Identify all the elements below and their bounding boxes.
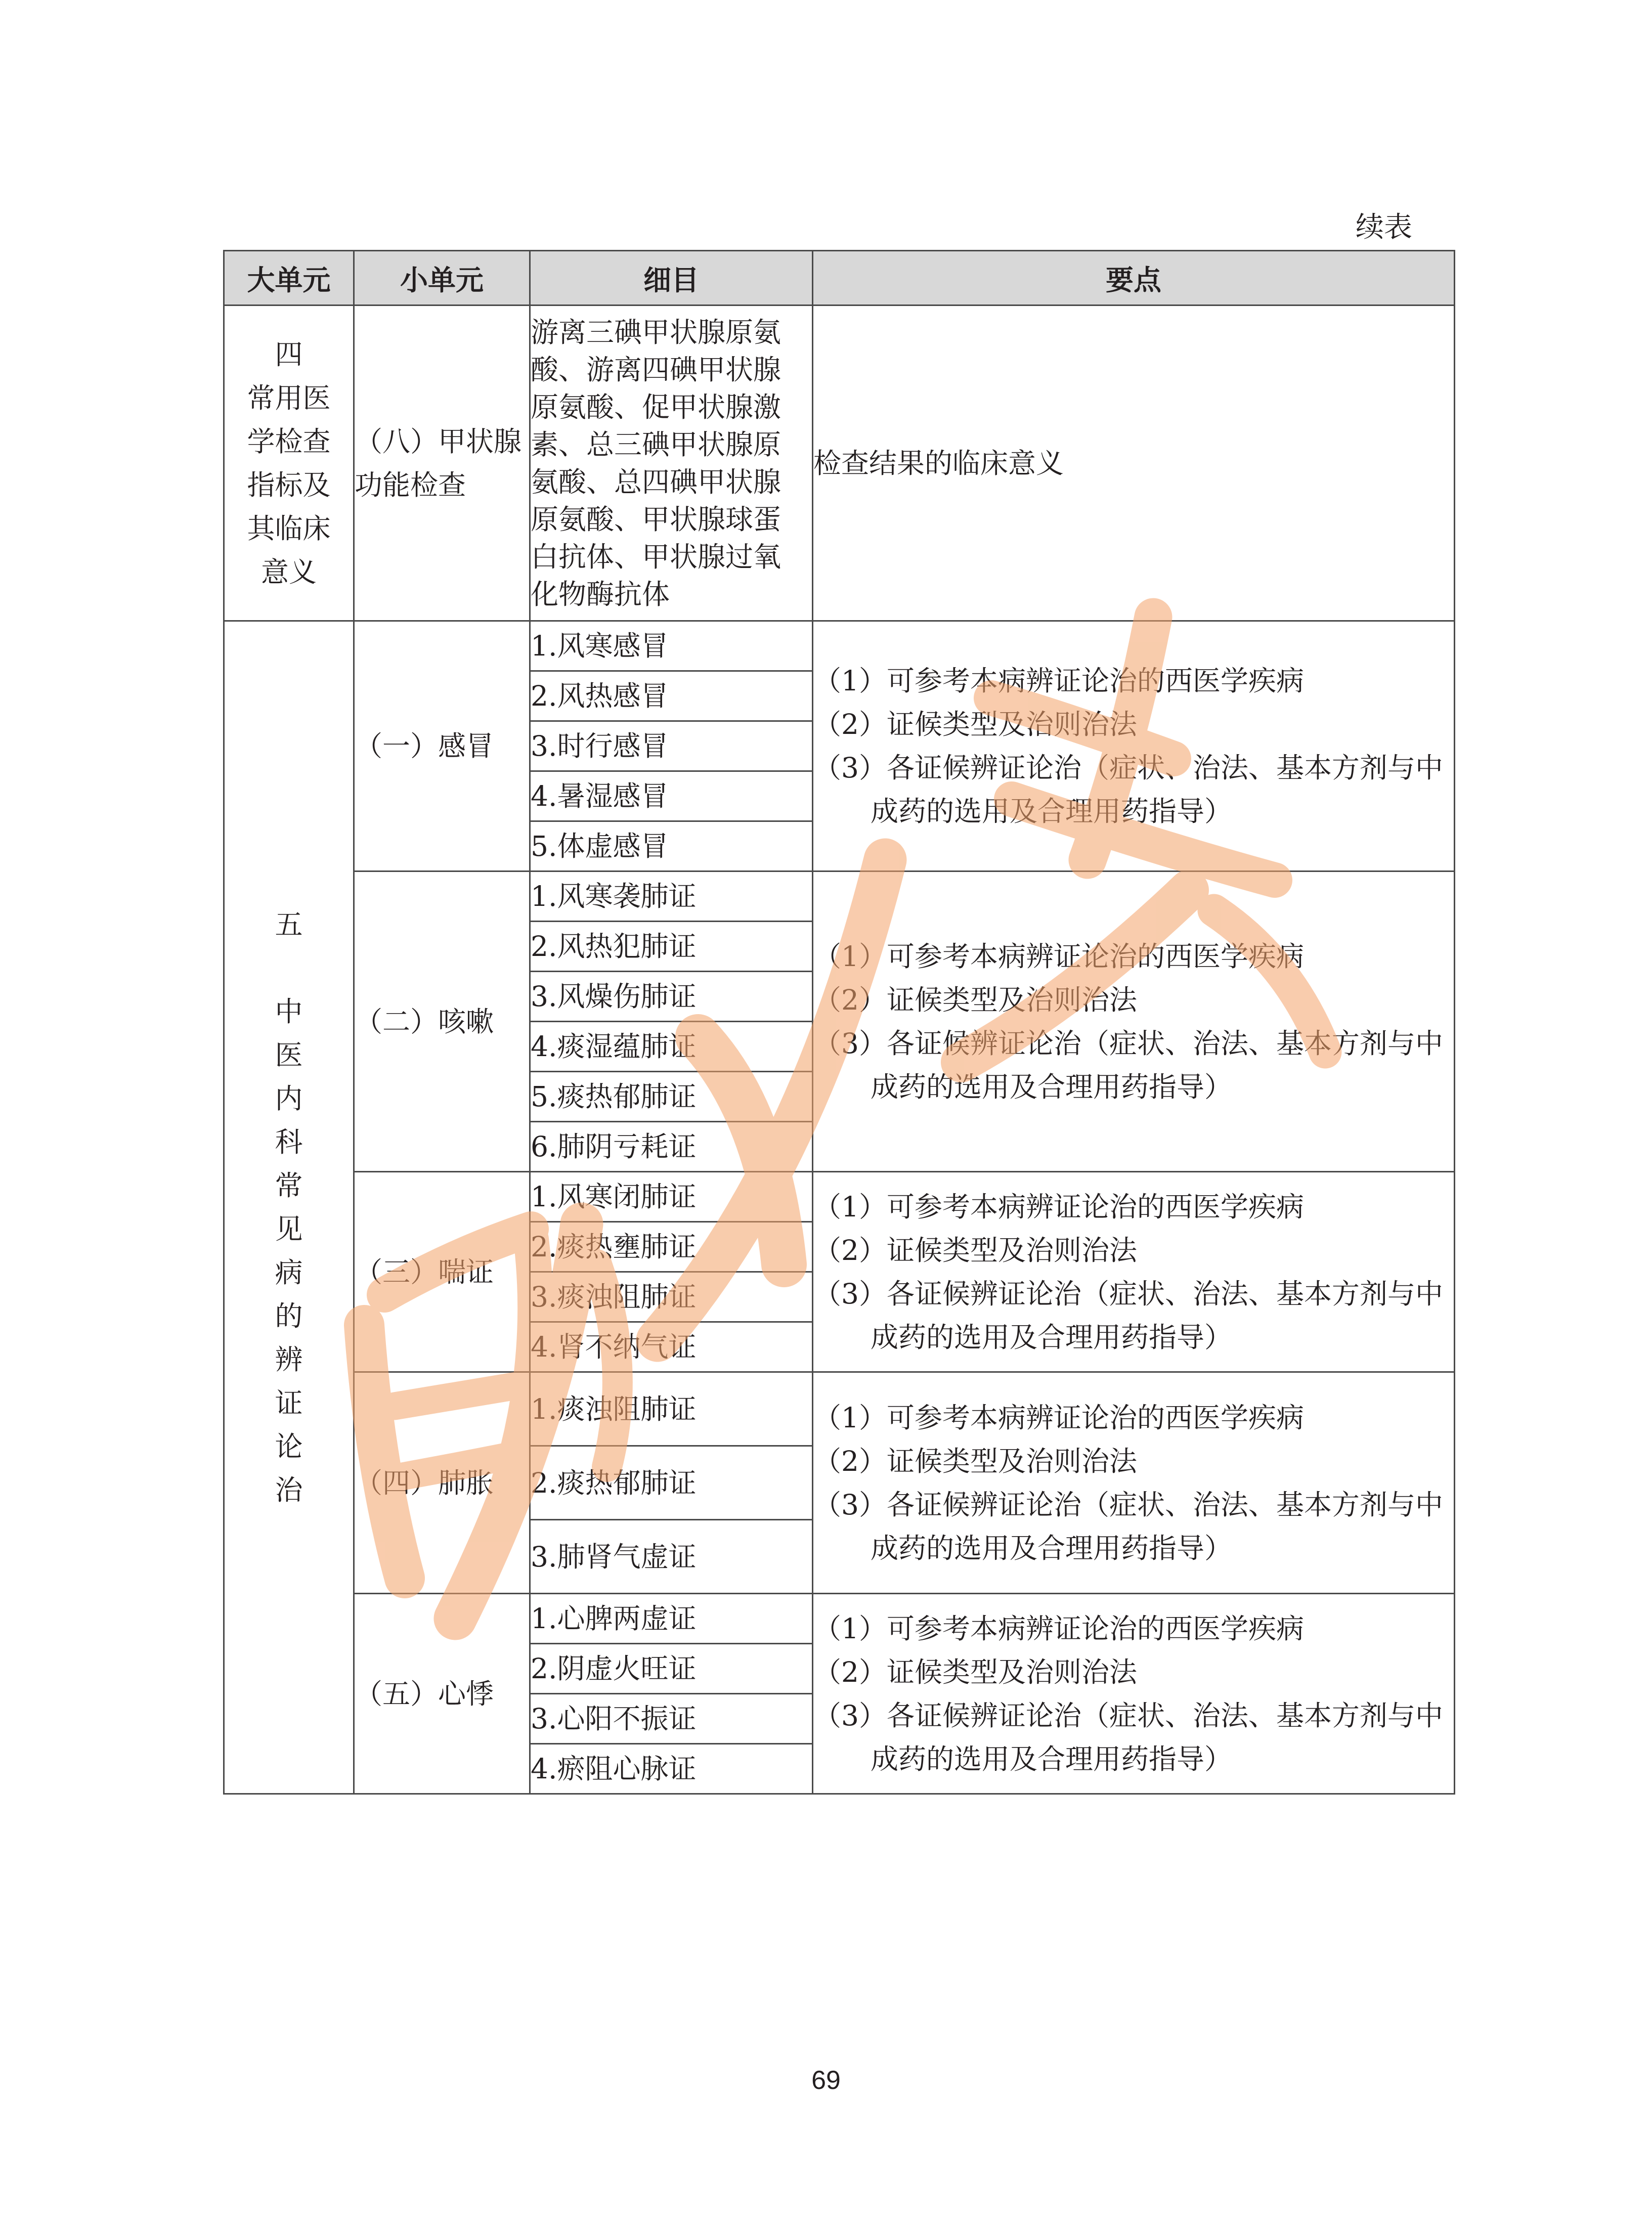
point-2: （2）证候类型及治则治法 xyxy=(813,708,1137,740)
unit-5-line: 辨 xyxy=(275,1343,303,1376)
table-row xyxy=(224,1594,1455,1644)
detail-line: 白抗体、甲状腺过氧 xyxy=(531,540,781,573)
detail-line: 素、总三碘甲状腺原 xyxy=(531,428,781,461)
continued-label: 续表 xyxy=(1356,211,1412,244)
detail-item: 1.心脾两虚证 xyxy=(530,1594,813,1644)
detail-item: 4.暑湿感冒 xyxy=(530,771,813,821)
table-row xyxy=(224,1372,1455,1446)
unit-5-line: 治 xyxy=(275,1474,303,1506)
header-row xyxy=(224,251,1455,306)
subunit-cold-cell: （一）感冒 xyxy=(354,621,530,871)
points-cold-cell xyxy=(813,621,1455,871)
detail-line: 酸、游离四碘甲状腺 xyxy=(531,353,781,386)
detail-item: 2.风热犯肺证 xyxy=(530,922,813,972)
point-2: （2）证候类型及治则治法 xyxy=(813,983,1137,1016)
detail-item: 1.风寒闭肺证 xyxy=(530,1172,813,1222)
table-row xyxy=(224,621,1455,671)
point-3: （3）各证候辨证论治（症状、治法、基本方剂与中 xyxy=(813,752,1443,784)
detail-item: 2.风热感冒 xyxy=(530,671,813,721)
detail-item: 1.风寒感冒 xyxy=(530,621,813,671)
point-3-continued: 成药的选用及合理用药指导） xyxy=(871,1742,1233,1775)
detail-item: 6.肺阴亏耗证 xyxy=(530,1122,813,1172)
unit-5-line: 内 xyxy=(275,1082,303,1115)
unit-4-line: 常用医 xyxy=(247,381,331,414)
subunit-line: 功能检查 xyxy=(355,468,466,501)
point-3: （3）各证候辨证论治（症状、治法、基本方剂与中 xyxy=(813,1027,1443,1060)
unit-5-cell xyxy=(224,621,354,1794)
unit-5-line: 医 xyxy=(275,1039,303,1071)
points-thyroid-cell: 检查结果的临床意义 xyxy=(813,306,1455,621)
point-3-continued: 成药的选用及合理用药指导） xyxy=(871,1532,1233,1564)
detail-item: 5.痰热郁肺证 xyxy=(530,1072,813,1122)
point-1: （1）可参考本病辨证论治的西医学疾病 xyxy=(813,1401,1304,1434)
point-3-continued: 成药的选用及合理用药指导） xyxy=(871,1070,1233,1103)
subunit-palpitation-cell: （五）心悸 xyxy=(354,1594,530,1794)
detail-line: 化物酶抗体 xyxy=(531,578,670,610)
header-detail: 细目 xyxy=(530,251,813,306)
point-2: （2）证候类型及治则治法 xyxy=(813,1234,1137,1267)
detail-item: 4.肾不纳气证 xyxy=(530,1322,813,1372)
unit-4-line: 指标及 xyxy=(247,468,331,501)
unit-5-line: 的 xyxy=(275,1300,303,1332)
detail-line: 氨酸、总四碘甲状腺 xyxy=(531,465,781,498)
detail-thyroid-cell xyxy=(530,306,813,621)
detail-line: 原氨酸、甲状腺球蛋 xyxy=(531,503,781,536)
detail-item: 3.痰浊阻肺证 xyxy=(530,1272,813,1322)
detail-line: 原氨酸、促甲状腺激 xyxy=(531,390,781,423)
point-2: （2）证候类型及治则治法 xyxy=(813,1445,1137,1477)
unit-4-line: 其临床 xyxy=(247,512,331,545)
detail-item: 2.痰热郁肺证 xyxy=(530,1446,813,1520)
point-1: （1）可参考本病辨证论治的西医学疾病 xyxy=(813,665,1304,697)
points-cough-cell xyxy=(813,871,1455,1172)
detail-item: 3.时行感冒 xyxy=(530,721,813,771)
unit-4-line: 意义 xyxy=(260,555,317,588)
point-1: （1）可参考本病辨证论治的西医学疾病 xyxy=(813,1612,1304,1645)
detail-item: 1.痰浊阻肺证 xyxy=(530,1372,813,1446)
detail-item: 2.痰热壅肺证 xyxy=(530,1222,813,1272)
subunit-lung-distension-cell: （四）肺胀 xyxy=(354,1372,530,1594)
detail-item: 1.风寒袭肺证 xyxy=(530,871,813,922)
unit-5-line: 病 xyxy=(275,1256,303,1289)
detail-item: 3.肺肾气虚证 xyxy=(530,1520,813,1594)
point-1: （1）可参考本病辨证论治的西医学疾病 xyxy=(813,1190,1304,1223)
unit-5-line: 五 xyxy=(275,908,303,941)
unit-5-line: 中 xyxy=(275,995,303,1028)
table-row xyxy=(224,871,1455,922)
unit-5-gap xyxy=(225,946,353,990)
subunit-asthma-cell: （三）喘证 xyxy=(354,1172,530,1372)
unit-5-line: 证 xyxy=(275,1387,303,1419)
points-lung-distension-cell xyxy=(813,1372,1455,1594)
detail-item: 4.瘀阻心脉证 xyxy=(530,1744,813,1794)
points-asthma-cell xyxy=(813,1172,1455,1372)
subunit-cough-cell: （二）咳嗽 xyxy=(354,871,530,1172)
subunit-thyroid-cell xyxy=(354,306,530,621)
table-row xyxy=(224,1172,1455,1222)
point-3: （3）各证候辨证论治（症状、治法、基本方剂与中 xyxy=(813,1488,1443,1521)
unit-5-line: 见 xyxy=(275,1213,303,1245)
syllabus-table xyxy=(223,250,1455,1795)
header-subunit: 小单元 xyxy=(354,251,530,306)
point-3: （3）各证候辨证论治（症状、治法、基本方剂与中 xyxy=(813,1699,1443,1732)
point-2: （2）证候类型及治则治法 xyxy=(813,1655,1137,1688)
detail-item: 4.痰湿蕴肺证 xyxy=(530,1022,813,1072)
point-1: （1）可参考本病辨证论治的西医学疾病 xyxy=(813,940,1304,973)
unit-5-line: 科 xyxy=(275,1126,303,1158)
unit-5-line: 论 xyxy=(275,1430,303,1463)
unit-4-line: 四 xyxy=(275,338,303,371)
detail-item: 3.风燥伤肺证 xyxy=(530,972,813,1022)
table-row xyxy=(224,306,1455,621)
detail-item: 5.体虚感冒 xyxy=(530,821,813,871)
subunit-line: （八）甲状腺 xyxy=(355,425,522,458)
point-3-continued: 成药的选用及合理用药指导） xyxy=(871,795,1233,827)
points-palpitation-cell xyxy=(813,1594,1455,1794)
header-points: 要点 xyxy=(813,251,1455,306)
page-number: 69 xyxy=(811,2066,841,2095)
detail-item: 2.阴虚火旺证 xyxy=(530,1644,813,1694)
point-3-continued: 成药的选用及合理用药指导） xyxy=(871,1321,1233,1354)
detail-line: 游离三碘甲状腺原氨 xyxy=(531,316,781,348)
detail-item: 3.心阳不振证 xyxy=(530,1694,813,1744)
unit-5-line: 常 xyxy=(275,1169,303,1202)
point-3: （3）各证候辨证论治（症状、治法、基本方剂与中 xyxy=(813,1277,1443,1310)
unit-4-cell xyxy=(224,306,354,621)
unit-4-line: 学检查 xyxy=(247,425,331,458)
header-unit: 大单元 xyxy=(224,251,354,306)
